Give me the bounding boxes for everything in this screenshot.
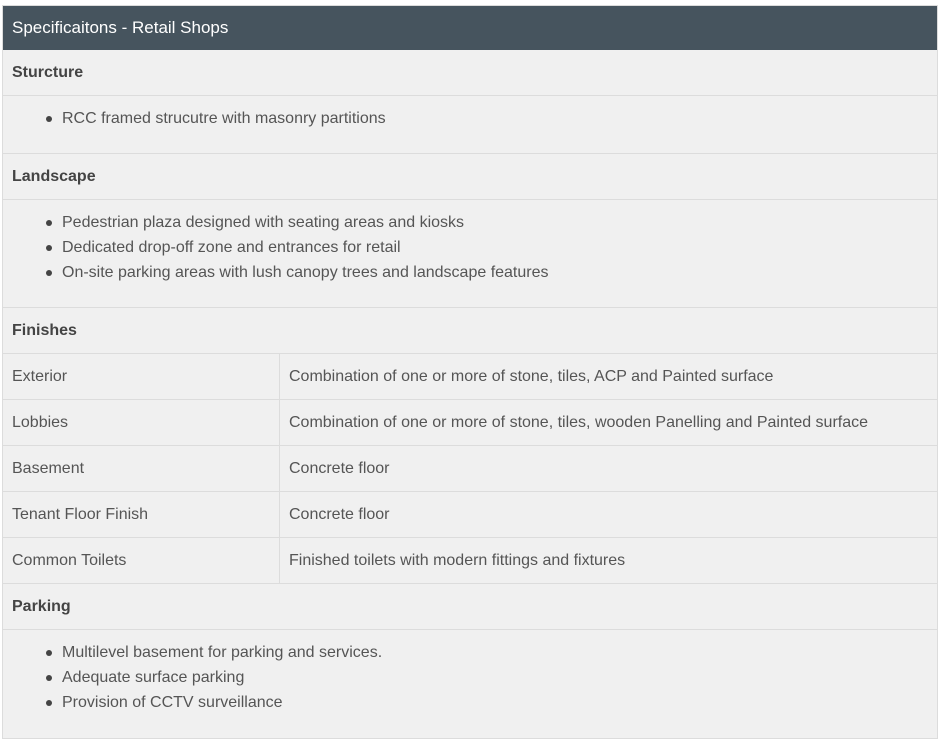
- finish-value: Concrete floor: [289, 460, 390, 477]
- finish-value: Combination of one or more of stone, tiles, ACP and Painted surface: [289, 368, 774, 385]
- list-item: Adequate surface parking: [62, 665, 937, 690]
- table-title: Specificaitons - Retail Shops: [3, 6, 937, 50]
- section-heading-finishes: Finishes: [3, 308, 937, 354]
- list-item: Pedestrian plaza designed with seating areas and kiosks: [62, 210, 937, 235]
- table-row: [3, 446, 937, 492]
- parking-list: [3, 630, 937, 738]
- finish-value: Combination of one or more of stone, tiles, wooden Panelling and Painted surface: [289, 414, 869, 431]
- list-item: RCC framed strucutre with masonry partitions: [62, 106, 937, 131]
- table-row: [3, 492, 937, 538]
- finish-label: Exterior: [3, 354, 280, 399]
- list-item: Multilevel basement for parking and services.: [62, 640, 937, 665]
- list-item: Provision of CCTV surveillance: [62, 690, 937, 715]
- table-row: [3, 538, 937, 584]
- finish-label: Lobbies: [3, 400, 280, 445]
- table-row: [3, 354, 937, 400]
- finish-label: Tenant Floor Finish: [3, 492, 280, 537]
- section-heading-landscape: Landscape: [3, 154, 937, 200]
- list-item: Dedicated drop-off zone and entrances for retail: [62, 235, 937, 260]
- table-row: [3, 400, 937, 446]
- structure-list: [3, 96, 937, 154]
- finish-value: Concrete floor: [289, 506, 390, 523]
- finish-value: Finished toilets with modern fittings and fixtures: [289, 552, 626, 569]
- finish-label: Common Toilets: [3, 538, 280, 583]
- section-heading-parking: Parking: [3, 584, 937, 630]
- list-item: On-site parking areas with lush canopy trees and landscape features: [62, 260, 937, 285]
- section-heading-structure: Sturcture: [3, 50, 937, 96]
- finish-label: Basement: [3, 446, 280, 491]
- specifications-table: [2, 5, 938, 739]
- landscape-list: [3, 200, 937, 308]
